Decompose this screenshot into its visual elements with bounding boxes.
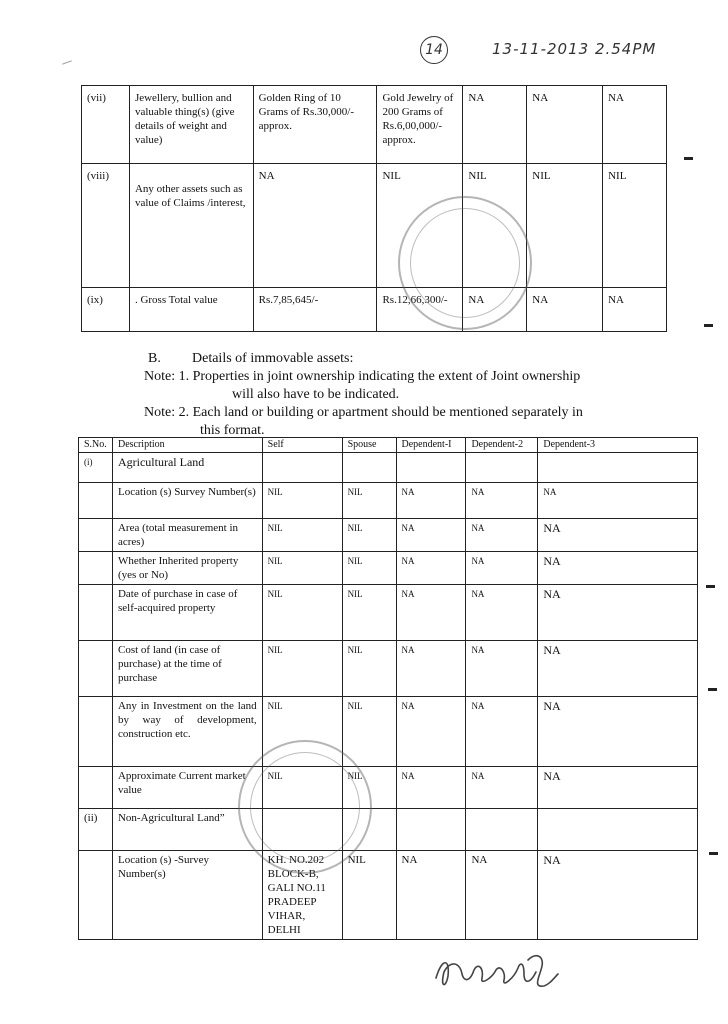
cell-self: NIL: [262, 767, 342, 809]
row-description: Whether Inherited property (yes or No): [112, 552, 262, 585]
header-dependent-1: Dependent-I: [396, 438, 466, 453]
scan-mark: [708, 688, 717, 691]
cell-dependent-2: NA: [527, 86, 603, 164]
cell-self: Rs.7,85,645/-: [253, 288, 377, 332]
header-dependent-3: Dependent-3: [538, 438, 698, 453]
cell-dependent-1: NA: [396, 851, 466, 940]
table-row: [79, 519, 698, 552]
row-description: Area (total measurement in acres): [112, 519, 262, 552]
official-stamp: [238, 740, 372, 874]
cell-self: NIL: [262, 697, 342, 767]
scan-mark: [706, 585, 715, 588]
cell-dependent-1: NIL: [463, 164, 527, 288]
cell-dependent-3: NA: [538, 767, 698, 809]
cell-dependent-3: NA: [603, 288, 667, 332]
row-description: Any in Investment on the land by way of development, construction etc.: [112, 697, 262, 767]
note-1-continued: will also have to be indicated.: [232, 387, 400, 402]
cell-dependent-1: NA: [463, 86, 527, 164]
row-description: Any other assets such as value of Claims /interest,: [129, 164, 253, 288]
cell-dependent-1: NA: [396, 552, 466, 585]
cell-dependent-2: NA: [466, 552, 538, 585]
cell-spouse: NIL: [342, 767, 396, 809]
cell-dependent-2: NA: [466, 767, 538, 809]
cell-self: NIL: [262, 519, 342, 552]
signature: [432, 948, 562, 996]
cell-dependent-3: NA: [538, 483, 698, 519]
row-title: Non-Agricultural Land”: [112, 809, 262, 851]
note-2-continued: this format.: [200, 423, 265, 438]
page-number: 14: [420, 36, 448, 64]
cell-dependent-2: NA: [466, 697, 538, 767]
row-description: Jewellery, bullion and valuable thing(s) (give details of weight and value): [129, 86, 253, 164]
row-description: Location (s) Survey Number(s): [112, 483, 262, 519]
cell-dependent-3: NA: [538, 851, 698, 940]
cell-dependent-2: NA: [466, 851, 538, 940]
cell-spouse: NIL: [342, 552, 396, 585]
row-description: . Gross Total value: [129, 288, 253, 332]
table-row: [79, 552, 698, 585]
header-spouse: Spouse: [342, 438, 396, 453]
immovable-assets-table: [78, 437, 698, 940]
cell-dependent-3: NIL: [603, 164, 667, 288]
cell-dependent-3: NA: [603, 86, 667, 164]
cell-spouse: NIL: [342, 519, 396, 552]
cell-spouse: Rs.12,66,300/-: [377, 288, 463, 332]
scan-mark: [62, 60, 72, 64]
row-description: Cost of land (in case of purchase) at the time of purchase: [112, 641, 262, 697]
cell-spouse: NIL: [342, 851, 396, 940]
table-row: [79, 585, 698, 641]
row-description: Location (s) -Survey Number(s): [112, 851, 262, 940]
section-heading: B. Details of immovable assets:: [148, 351, 354, 366]
cell-dependent-1: NA: [396, 767, 466, 809]
table-row: [79, 767, 698, 809]
scan-mark: [704, 324, 713, 327]
header-sno: S.No.: [79, 438, 113, 453]
cell-dependent-3: NA: [538, 641, 698, 697]
table-row: [82, 288, 667, 332]
cell-spouse: NIL: [342, 585, 396, 641]
table-row: [79, 697, 698, 767]
handwritten-datetime: 13-11-2013 2.54PM: [492, 40, 657, 58]
row-description: Date of purchase in case of self-acquired property: [112, 585, 262, 641]
cell-self: KH. NO.202 BLOCK-B, GALI NO.11 PRADEEP VIHAR, DELHI: [262, 851, 342, 940]
cell-spouse: NIL: [342, 483, 396, 519]
cell-self: NA: [253, 164, 377, 288]
cell-dependent-2: NA: [466, 585, 538, 641]
table-row: [79, 809, 698, 851]
cell-dependent-1: NA: [396, 697, 466, 767]
table-row: [79, 483, 698, 519]
cell-dependent-1: NA: [396, 519, 466, 552]
table-row: [79, 453, 698, 483]
section-b: [144, 350, 648, 440]
cell-self: NIL: [262, 483, 342, 519]
cell-self: NIL: [262, 641, 342, 697]
table-row: [79, 641, 698, 697]
note-1: Note: 1. Properties in joint ownership indicating the extent of Joint ownership: [144, 369, 581, 384]
table-row: [82, 164, 667, 288]
cell-spouse: NIL: [377, 164, 463, 288]
note-2: Note: 2. Each land or building or apartment should be mentioned separately in: [144, 405, 583, 420]
official-stamp: [398, 196, 532, 330]
cell-dependent-3: NA: [538, 552, 698, 585]
cell-dependent-3: NA: [538, 519, 698, 552]
cell-dependent-1: NA: [396, 641, 466, 697]
table-header-row: [79, 438, 698, 453]
movable-assets-table: [81, 85, 667, 332]
cell-self: Golden Ring of 10 Grams of Rs.30,000/- approx.: [253, 86, 377, 164]
cell-dependent-1: NA: [396, 585, 466, 641]
cell-dependent-3: NA: [538, 585, 698, 641]
cell-dependent-2: NA: [527, 288, 603, 332]
row-description: Approximate Current market value: [112, 767, 262, 809]
cell-spouse: NIL: [342, 641, 396, 697]
header-dependent-2: Dependent-2: [466, 438, 538, 453]
table-row: [82, 86, 667, 164]
scan-mark: [684, 157, 693, 160]
cell-dependent-2: NA: [466, 519, 538, 552]
row-sno: (ii): [79, 809, 113, 851]
cell-dependent-2: NA: [466, 641, 538, 697]
header-description: Description: [112, 438, 262, 453]
scan-mark: [709, 852, 718, 855]
table-row: [79, 851, 698, 940]
row-sno: (viii): [82, 164, 130, 288]
cell-self: NIL: [262, 585, 342, 641]
row-title: Agricultural Land: [112, 453, 262, 483]
row-sno: (i): [79, 453, 113, 483]
cell-dependent-2: NA: [466, 483, 538, 519]
cell-dependent-1: NA: [463, 288, 527, 332]
header-self: Self: [262, 438, 342, 453]
cell-dependent-1: NA: [396, 483, 466, 519]
cell-self: NIL: [262, 552, 342, 585]
cell-spouse: Gold Jewelry of 200 Grams of Rs.6,00,000/- approx.: [377, 86, 463, 164]
cell-spouse: NIL: [342, 697, 396, 767]
cell-dependent-3: NA: [538, 697, 698, 767]
row-sno: (vii): [82, 86, 130, 164]
cell-dependent-2: NIL: [527, 164, 603, 288]
row-sno: (ix): [82, 288, 130, 332]
